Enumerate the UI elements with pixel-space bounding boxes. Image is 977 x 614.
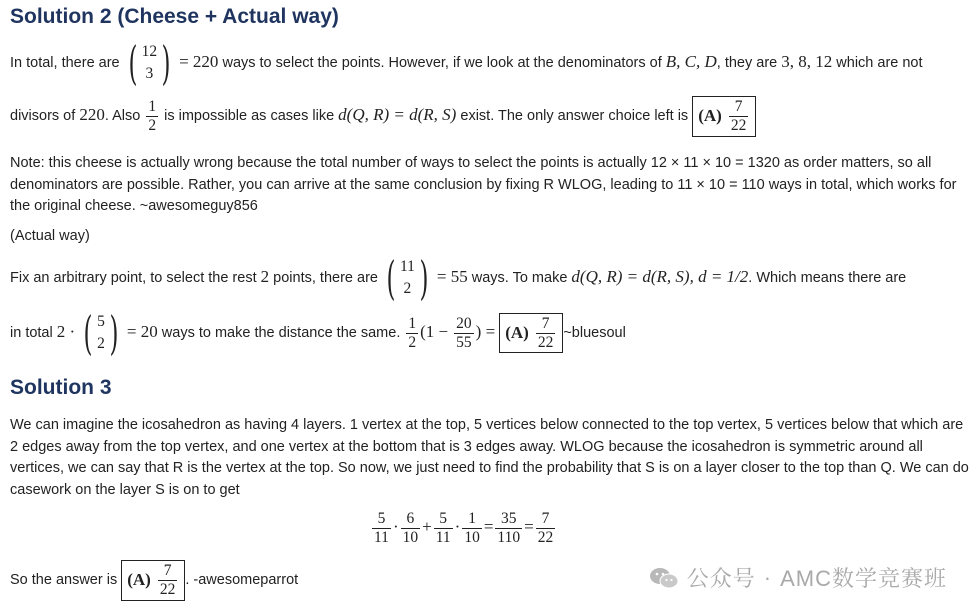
binomial-5-2: ( 5 2 ): [83, 306, 119, 360]
fraction-20-55: $\frac{20}{55}$: [456, 314, 472, 351]
signature-bluesoul: ~bluesoul: [563, 324, 626, 341]
math-eq20: = 20: [126, 321, 158, 341]
answer-box-2: (A) $\frac{7}{22}$: [499, 313, 563, 354]
sol2-line-2: divisors of 220. Also $\frac{1}{2}$ is impossible as cases like d(Q, R) = d(R, S) exist. The only answer choice left is (A) $\frac{7}{22}$: [10, 96, 756, 137]
fraction-one-half: $\frac{1}{2}$: [148, 98, 157, 134]
solution-2-heading: Solution 2 (Cheese + Actual way): [10, 5, 339, 28]
note-paragraph: Note: this cheese is actually wrong because the total number of ways to select the points is actually 12 × 11 × 10 = 1320 as order matters, so all denominators are possible. Rather, you can arrive at the same conclusion by fixing R WLOG, leading to 11 × 10 = 110 ways in total, which works for the original cheese. ~awesomeguy856: [10, 155, 957, 214]
text: In total, there are: [10, 54, 120, 71]
fraction-half-2: $\frac{1}{2}$: [408, 314, 417, 351]
math-2dot: 2 ·: [56, 321, 76, 341]
solution-3-heading: Solution 3: [10, 376, 112, 399]
watermark-text: AMC数学竞赛班: [780, 566, 947, 591]
watermark-prefix: 公众号: [686, 566, 756, 591]
math-220: 220: [79, 105, 105, 125]
math-eq55: = 55: [436, 266, 468, 286]
sol3-final-line: So the answer is (A) $\frac{7}{22}$ . -awesomeparrot: [10, 560, 298, 601]
signature-awesomeparrot: . -awesomeparrot: [185, 572, 299, 589]
answer-box-3: (A) $\frac{7}{22}$: [121, 560, 185, 601]
answer-box: (A) $\frac{7}{22}$: [692, 96, 756, 137]
math-2: 2: [260, 266, 270, 286]
actual-way-label: (Actual way): [10, 228, 90, 244]
sol2-line-1: In total, there are ( 12 3 ) = 220 ways to select the points. However, if we look at the denominators of B, C, D, they are 3, 8, 12 which are not: [10, 36, 923, 90]
math-dcond: d(Q, R) = d(R, S), d = 1/2: [571, 266, 749, 286]
wechat-watermark: 公众号 · AMC数学竞赛班: [649, 562, 947, 593]
math-eq220: = 220: [179, 51, 219, 71]
binomial-11-2: ( 11 2 ): [386, 251, 429, 305]
math-dqr: d(Q, R) = d(R, S): [338, 105, 457, 125]
binomial-12-3: ( 12 3 ): [128, 36, 171, 90]
solution-3-paragraph: We can imagine the icosahedron as having 4 layers. 1 vertex at the top, 5 vertices below connected to the top vertex, 5 vertices below that which are 2 edges away from the top vertex, and one vertex at the bottom that is 3 edges away. WLOG because the icosahedron is symmetric around all vertices, we can say that R is the vertex at the top. So now, we just need to find the probability that S is on a layer closer to the top than Q. We can do casework on the layer S is on to get: [10, 417, 969, 498]
wechat-icon: [649, 566, 679, 590]
sol2-line-3: Fix an arbitrary point, to select the rest 2 points, there are ( 11 2 ) = 55 ways. To make d(Q, R) = d(R, S), d = 1/2. Which means there are: [10, 251, 907, 305]
casework-equation: $\frac{5}{11}$ · $\frac{6}{10}$ + $\frac{5}{11}$ · $\frac{1}{10}$ = $\frac{35}{110}$ = $\frac{7}{22}$: [374, 510, 554, 546]
math-bcd: B, C, D: [665, 51, 717, 71]
sol2-line-4: in total 2 · ( 5 2 ) = 20 ways to make the distance the same. $\frac{1}{2}$ (1 − $\frac{20}{55}$ ) = (A) $\frac{7}{22}$ ~bluesoul: [10, 306, 626, 360]
math-denoms: 3, 8, 12: [781, 51, 833, 71]
